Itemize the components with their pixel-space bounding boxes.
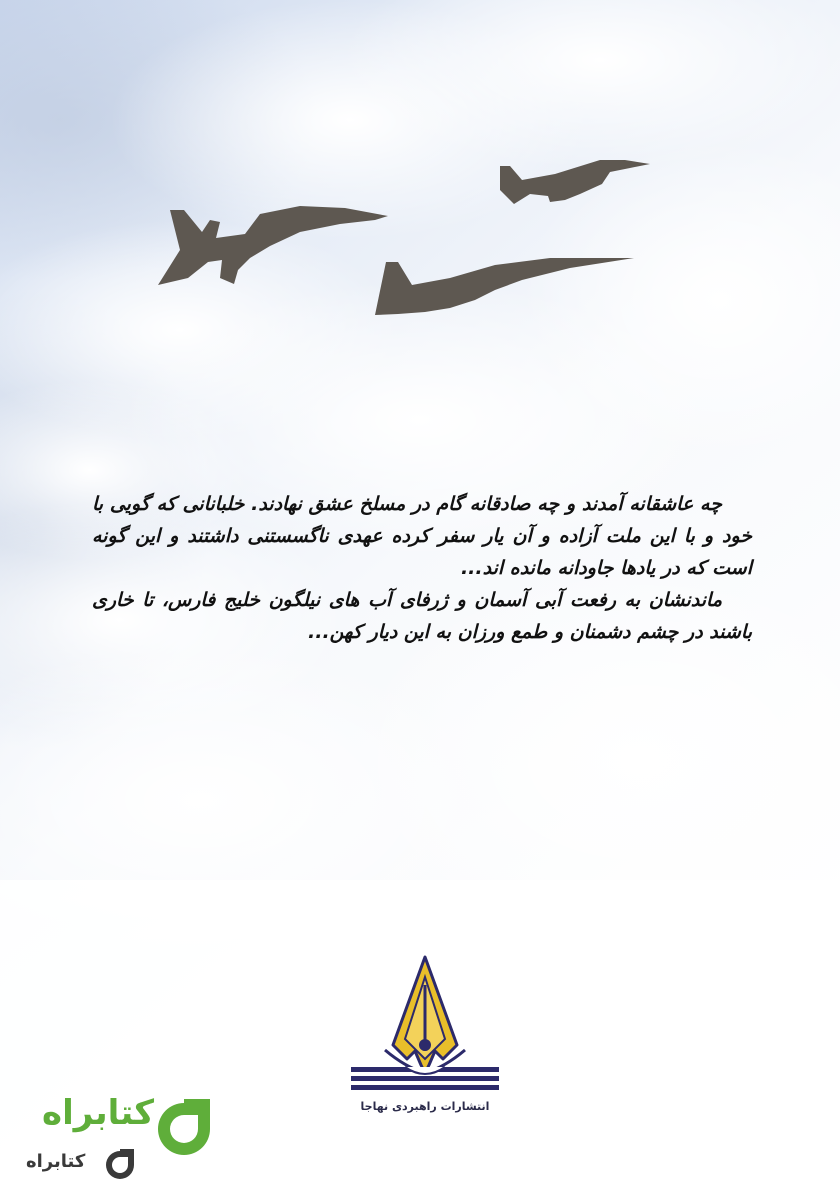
watermark-sub-label: کتابراه [26,1151,86,1172]
jet-left-icon [158,206,388,285]
ketabrah-watermark [20,1085,220,1195]
fighter-jets-silhouette-icon [150,150,660,330]
watermark-main-label: کتابراه [42,1093,155,1133]
paragraph-1: چه عاشقانه آمدند و چه صادقانه گام در مسلخ عشق نهادند. خلبانانی که گویی با خود و با این ملت آزاده و آن یار سفر کرده عهدی ناگسستنی داشتند و این گونه است که در یادها جاودانه مانده اند... [92,493,752,579]
publisher-name: انتشارات راهبردی نهاجا [360,1100,490,1113]
jet-right-icon [500,160,650,204]
ketabrah-small-logo-icon [102,1147,138,1183]
jet-middle-icon [375,258,634,315]
back-cover-text [92,488,752,648]
paragraph-2: ماندنشان به رفعت آبی آسمان و ژرفای آب های نیلگون خلیج فارس، تا خاری باشند در چشم دشمنان و طمع ورزان به این دیار کهن... [92,589,752,643]
ketabrah-logo-icon [150,1095,218,1163]
air-force-emblem-icon [345,955,505,1095]
